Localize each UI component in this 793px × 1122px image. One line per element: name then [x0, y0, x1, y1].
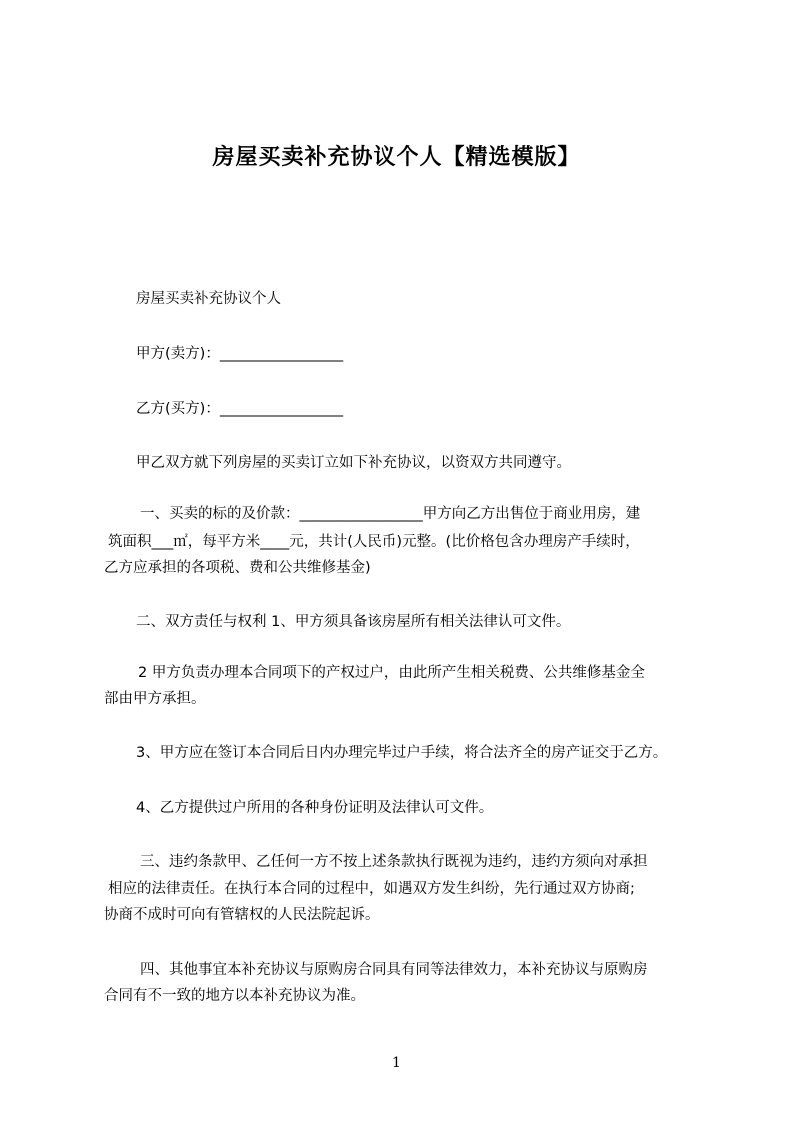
section-3-line-2: 相应的法律责任。在执行本合同的过程中，如遇双方发生纠纷，先行通过双方协商;: [108, 881, 635, 897]
page-number: 1: [392, 1055, 401, 1071]
section-1-line-1: 一、买卖的标的及价款：_________________甲方向乙方出售位于商业用房，建: [140, 506, 641, 522]
subtitle: 房屋买卖补充协议个人: [136, 291, 281, 307]
section-1-line-3: 乙方应承担的各项税、费和公共维修基金): [104, 560, 371, 576]
section-3-line-3: 协商不成时可向有管辖权的人民法院起诉。: [104, 907, 380, 923]
document-title: 房屋买卖补充协议个人【精选模版】: [212, 145, 581, 170]
section-2-item-4: 4、乙方提供过户所用的各种身份证明及法律认可文件。: [136, 800, 494, 816]
section-4-line-1: 四、其他事宜本补充协议与原购房合同具有同等法律效力，本补充协议与原购房: [140, 962, 648, 978]
party-b-line: 乙方(买方)：_________________: [136, 401, 344, 417]
section-3-line-1: 三、违约条款甲、乙任何一方不按上述条款执行既视为违约，违约方须向对承担: [140, 854, 648, 870]
section-2-line-1: 二、双方责任与权利 1、甲方须具备该房屋所有相关法律认可文件。: [136, 614, 571, 630]
section-2-item-2-line-2: 部由甲方承担。: [104, 691, 206, 707]
intro-paragraph: 甲乙双方就下列房屋的买卖订立如下补充协议，以资双方共同遵守。: [136, 455, 571, 471]
section-1-line-2: 筑面积___㎡，每平方米____元，共计(人民币)元整。(比价格包含办理房产手续时，: [108, 534, 640, 550]
party-a-line: 甲方(卖方)：_________________: [136, 346, 344, 362]
section-2-item-3: 3、甲方应在签订本合同后日内办理完毕过户手续，将合法齐全的房产证交于乙方。: [136, 745, 668, 761]
section-4-line-2: 合同有不一致的地方以本补充协议为准。: [104, 988, 365, 1004]
section-2-item-2-line-1: 2 甲方负责办理本合同项下的产权过户，由此所产生相关税费、公共维修基金全: [138, 665, 645, 681]
